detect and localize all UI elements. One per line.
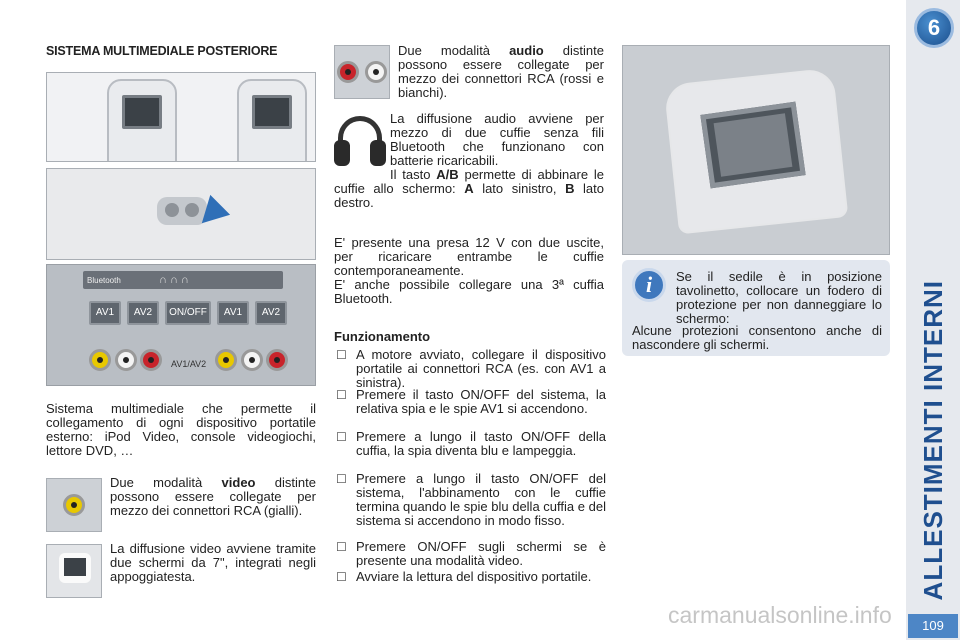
audio-diffusion-paragraph: La diffusione audio avviene per mezzo di due cuffie senza fili Bluetooth che funzionano con batterie ricaricabili. xyxy=(390,111,604,168)
av1-button-right: AV1 xyxy=(217,301,249,325)
info-text-1: Se il sedile è in posizione tavolinetto, collocare un fodero di protezione per non danneggiare lo schermo: xyxy=(676,269,882,326)
checkbox-icon: ☐ xyxy=(336,430,347,444)
list-item: ☐ Avviare la lettura del dispositivo portatile. xyxy=(336,569,592,584)
rca-red-jack xyxy=(337,61,359,83)
checkbox-icon: ☐ xyxy=(336,472,347,486)
headphones-icon xyxy=(332,112,388,168)
rca-red-jack xyxy=(266,349,288,371)
rca-red-jack xyxy=(140,349,162,371)
headrest-screens-image xyxy=(46,72,316,162)
headphone-icon: ∩ ∩ ∩ xyxy=(159,274,189,286)
list-item: ☐ Premere a lungo il tasto ON/OFF della cuffia, la spia diventa blu e lampeggia. xyxy=(336,429,606,458)
checkbox-icon: ☐ xyxy=(336,540,347,554)
rca-yellow-jack xyxy=(63,494,85,516)
rear-console-image xyxy=(46,168,316,260)
operation-heading: Funzionamento xyxy=(334,329,431,344)
checkbox-icon: ☐ xyxy=(336,388,347,402)
info-text-2: Alcune protezioni consentono anche di nascondere gli schermi. xyxy=(632,323,882,352)
socket-paragraph: E' presente una presa 12 V con due uscite, per ricaricare entrambe le cuffie contemporaneamente. xyxy=(334,235,604,278)
list-item: ☐ Premere ON/OFF sugli schermi se è presente una modalità video. xyxy=(336,539,606,568)
rca-white-jack xyxy=(365,61,387,83)
intro-paragraph: Sistema multimediale che permette il collegamento di ogni dispositivo portatile esterno: iPod Video, console videogiochi, lettore DVD, … xyxy=(46,401,316,458)
rca-white-jack xyxy=(115,349,137,371)
bluetooth-label: Bluetooth xyxy=(87,276,121,285)
page-number: 109 xyxy=(908,614,958,638)
av1-button-left: AV1 xyxy=(89,301,121,325)
rca-yellow-jack xyxy=(89,349,111,371)
section-title: SISTEMA MULTIMEDIALE POSTERIORE xyxy=(46,44,278,58)
audio-modes-paragraph: Due modalità audio distinte possono essere collegate per mezzo dei connettori RCA (rossi e bianchi). xyxy=(398,43,604,100)
audio-connector-image xyxy=(334,45,390,99)
list-item: ☐ Premere a lungo il tasto ON/OFF del sistema, l'abbinamento con le cuffie termina quando le spie blu della cuffia e del sistema si accendono in modo fisso. xyxy=(336,471,606,528)
yellow-connector-image xyxy=(46,478,102,532)
chapter-title: ALLESTIMENTI INTERNI xyxy=(918,279,948,600)
connector-label: AV1/AV2 xyxy=(171,359,207,369)
ab-button-paragraph: Il tasto A/B permette di abbinare le cuffie allo schermo: A lato sinistro, B lato destro. xyxy=(334,167,604,210)
chapter-number-badge: 6 xyxy=(914,8,954,48)
video-diffusion-paragraph: La diffusione video avviene tramite due schermi da 7", integrati negli appoggiatesta. xyxy=(110,541,316,584)
rca-white-jack xyxy=(241,349,263,371)
protective-cover-image xyxy=(622,45,890,255)
list-item: ☐ A motore avviato, collegare il dispositivo portatile ai connettori RCA (es. con AV1 a sinistra). xyxy=(336,347,606,390)
checkbox-icon: ☐ xyxy=(336,348,347,362)
av2-button-right: AV2 xyxy=(255,301,287,325)
video-modes-paragraph: Due modalità video distinte possono essere collegate per mezzo dei connettori RCA (gialli). xyxy=(110,475,316,518)
control-panel-image xyxy=(46,264,316,386)
av2-button-left: AV2 xyxy=(127,301,159,325)
info-icon: i xyxy=(632,268,666,302)
list-item: ☐ Premere il tasto ON/OFF del sistema, la relativa spia e le spie AV1 si accendono. xyxy=(336,387,606,416)
headrest-screen-image xyxy=(46,544,102,598)
checkbox-icon: ☐ xyxy=(336,570,347,584)
third-headset-paragraph: E' anche possibile collegare una 3ª cuffia Bluetooth. xyxy=(334,277,604,306)
rca-yellow-jack xyxy=(215,349,237,371)
on-off-button: ON/OFF xyxy=(165,301,211,325)
watermark: carmanualsonline.info xyxy=(668,602,892,628)
